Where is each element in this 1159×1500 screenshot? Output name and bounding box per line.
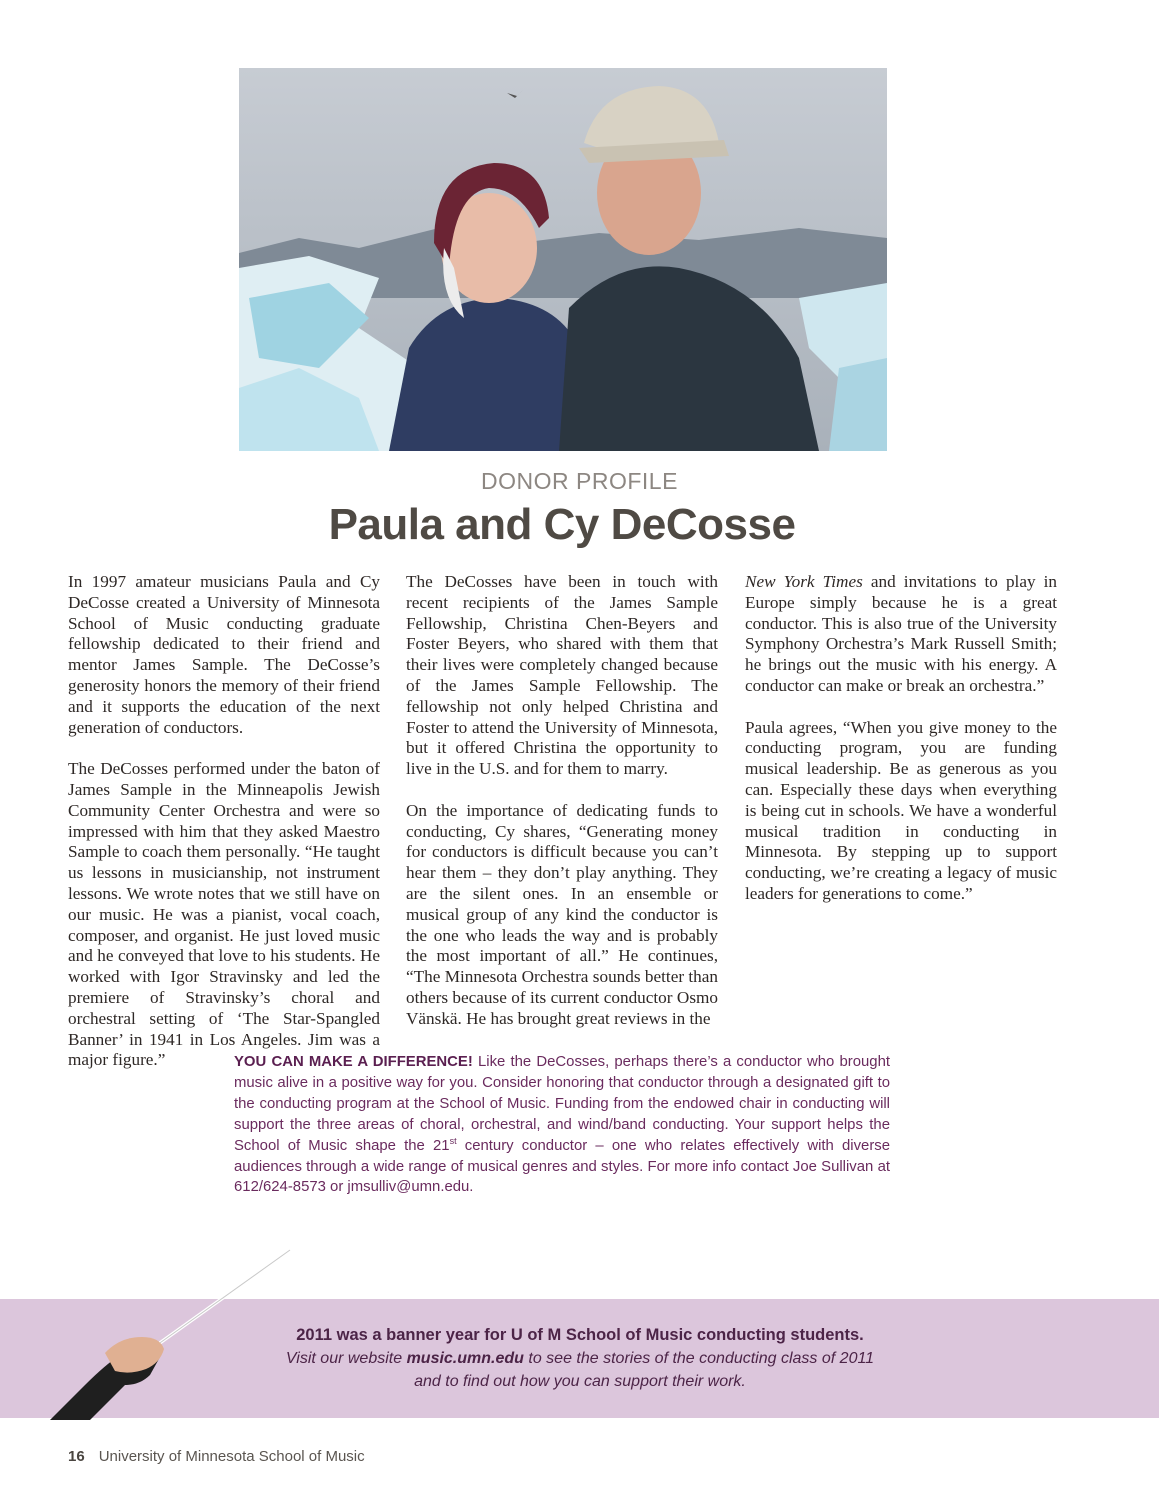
website-link[interactable]: music.umn.edu — [406, 1350, 524, 1367]
cta-body-continued: century conductor – one who relates effectively with diverse audiences through a wide range of musical genres and styles. For more info contact Joe Sullivan at 612/624-8573 or jmsulliv@umn.edu. — [234, 1137, 890, 1196]
cta-body: Like the DeCosses, perhaps there’s a conductor who brought music alive in a positive way for you. Consider honoring that conductor through a designated gift to the conducting program at the School of Music. Funding from the endowed chair in conducting will support the three areas of choral, orchestral, and wind/band conducting. Your support helps the School of Music shape the 21 — [234, 1054, 891, 1154]
article-column-3 — [745, 572, 1057, 926]
promo-line — [180, 1347, 980, 1370]
ordinal-suffix: st — [449, 1135, 457, 1146]
publication-name: New York Times — [745, 572, 863, 591]
promo-rest: to see the stories of the conducting class of 2011 — [528, 1350, 875, 1367]
article-column-2 — [406, 572, 718, 1050]
paragraph: The DeCosses performed under the baton of James Sample in the Minneapolis Jewish Community Center Orchestra and were so impressed with him that they asked Maestro Sample to coach them personally. “He taught us lessons in musicianship, not instrument lessons. We wrote notes that we still have on our music. He was a pianist, vocal coach, composer, and organist. He just loved music and he conveyed that love to his students. He worked with Igor Stravinsky and led the premiere of Stravinsky’s choral and orchestral setting of ‘The Star-Spangled Banner’ in 1941 in Los Angeles. Jim was a major figure.” — [68, 759, 380, 1070]
paragraph — [745, 572, 1057, 697]
paragraph: On the importance of dedicating funds to conducting, Cy shares, “Generating money for conductors is difficult because you can’t hear them – they don’t play anything. They are the silent ones. In an ensemble or musical group of any kind the conductor is the one who leads the way and is probably the most important of all.” He continues, “The Minnesota Orchestra sounds better than others because of its current conductor Osmo Vänskä. He has brought great reviews in the — [406, 800, 718, 1028]
publication-title: University of Minnesota School of Music — [98, 1448, 365, 1465]
page-footer — [68, 1448, 365, 1465]
promo-text — [180, 1324, 980, 1393]
call-to-action — [234, 1052, 890, 1198]
photo-couple-icon — [239, 68, 887, 451]
paragraph-text: and invitations to play in Europe simply because he is a great conductor. This is also true of the University Symphony Orchestra’s Mark Russell Smith; he brings out the music with his energy. A conductor can make or break an orchestra.” — [745, 572, 1058, 695]
cta-lead: YOU CAN MAKE A DIFFERENCE! — [234, 1054, 473, 1070]
paragraph: The DeCosses have been in touch with recent recipients of the James Sample Fellowship, Christina Chen-Beyers and Foster Beyers, who shared with them that their lives were completely changed because of the James Sample Fellowship. The fellowship not only helped Christina and Foster to attend the University of Minnesota, but it offered Christina the opportunity to live in the U.S. and for them to marry. — [406, 572, 718, 779]
promo-visit: Visit our website — [285, 1350, 403, 1367]
promo-line-3: and to find out how you can support their work. — [414, 1373, 746, 1390]
paragraph: In 1997 amateur musicians Paula and Cy DeCosse created a University of Minnesota School of Music conducting graduate fellowship dedicated to their friend and mentor James Sample. The DeCosse’s generosity honors the memory of their friend and it supports the education of the next generation of conductors. — [68, 572, 380, 737]
section-kicker: DONOR PROFILE — [481, 468, 678, 494]
promo-headline: 2011 was a banner year for U of M School of Music conducting students. — [296, 1326, 864, 1344]
article-column-1 — [68, 572, 380, 1092]
profile-photo — [239, 68, 887, 451]
page-title: Paula and Cy DeCosse — [328, 500, 796, 549]
paragraph: Paula agrees, “When you give money to the conducting program, you are funding musical leadership. Be as generous as you can. Especially these days when everything is being cut in schools. We have a wonderful musical tradition in conducting in Minnesota. By stepping up to support conducting, we’re creating a legacy of music leaders for generations to come.” — [745, 717, 1057, 903]
page-number: 16 — [68, 1448, 85, 1465]
